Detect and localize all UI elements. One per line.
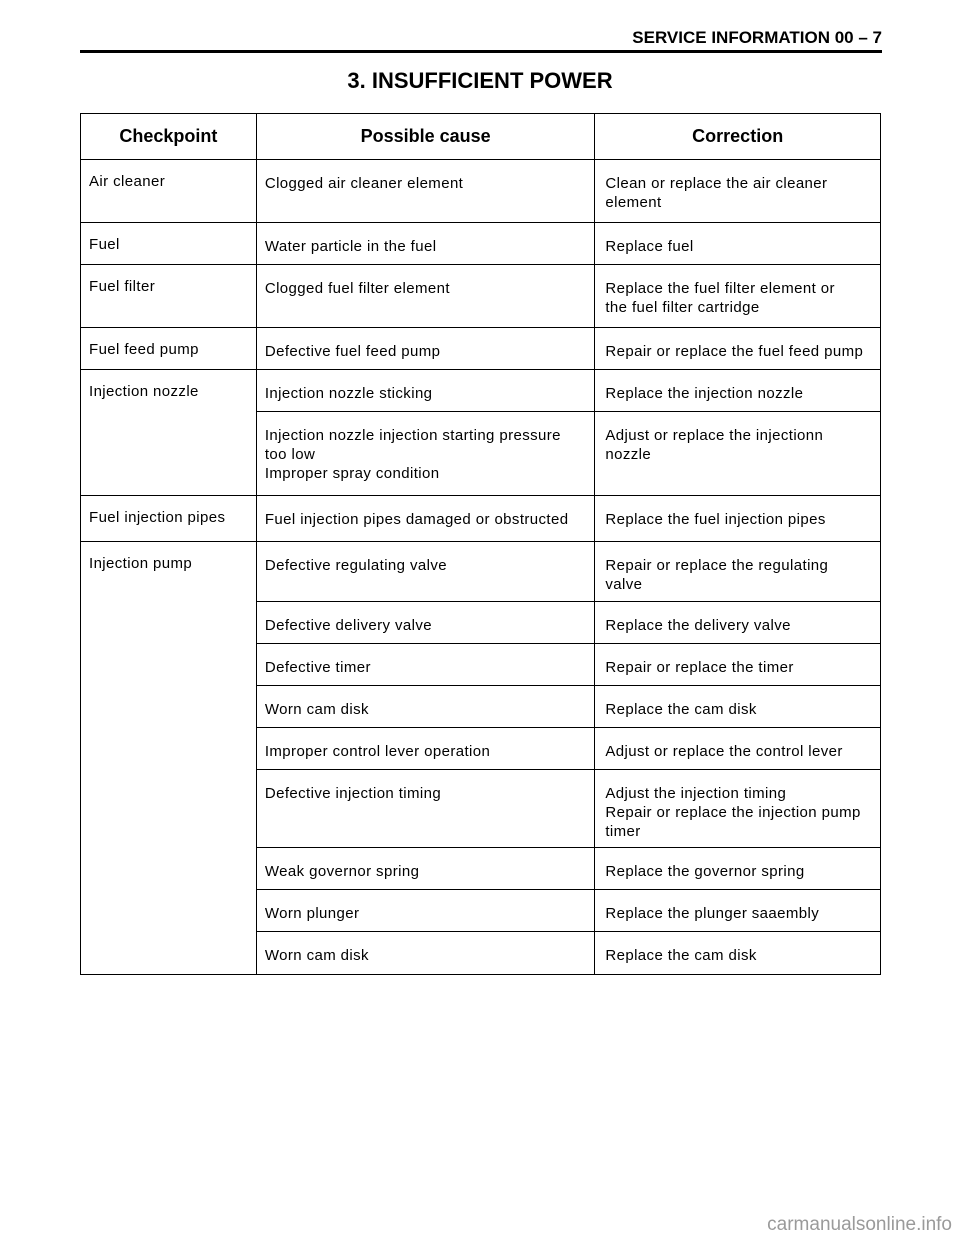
header-text: SERVICE INFORMATION 00 – 7 — [632, 28, 882, 47]
cell-line: too low — [264, 446, 316, 463]
checkpoint-cell — [81, 496, 257, 542]
possible-cause-cell — [256, 644, 595, 686]
table-row — [81, 370, 881, 412]
section-title: 3. INSUFFICIENT POWER — [347, 68, 613, 93]
correction-cell — [595, 223, 881, 265]
cell-line: the fuel filter cartridge — [605, 299, 760, 316]
checkpoint-cell — [81, 542, 257, 975]
correction-cell — [595, 644, 881, 686]
possible-cause-cell — [256, 328, 595, 370]
possible-cause-cell — [256, 890, 595, 932]
cell-line: Injection nozzle injection starting pressure — [264, 427, 561, 444]
cell-line: timer — [605, 823, 641, 840]
checkpoint-label: Fuel — [89, 236, 120, 253]
possible-cause-cell — [256, 728, 595, 770]
checkpoint-cell — [81, 223, 257, 265]
cell-line: Adjust the injection timing — [605, 785, 787, 802]
cell-line: Replace fuel — [605, 238, 694, 255]
column-header-possible-cause: Possible cause — [256, 114, 595, 160]
possible-cause-cell — [256, 412, 595, 496]
cell-line: Replace the plunger saaembly — [605, 905, 820, 922]
cell-line: Replace the injection nozzle — [605, 385, 804, 402]
checkpoint-cell — [81, 265, 257, 328]
correction-cell — [595, 728, 881, 770]
cell-line: Defective delivery valve — [264, 617, 433, 634]
possible-cause-cell — [256, 602, 595, 644]
cell-line: Replace the cam disk — [605, 701, 757, 718]
checkpoint-label: Fuel injection pipes — [89, 509, 226, 526]
column-header-checkpoint: Checkpoint — [81, 114, 257, 160]
cell-line: Improper control lever operation — [264, 743, 491, 760]
correction-cell — [595, 496, 881, 542]
possible-cause-cell — [256, 932, 595, 975]
cell-line: Weak governor spring — [264, 863, 420, 880]
possible-cause-cell — [256, 848, 595, 890]
cell-line: Replace the fuel injection pipes — [605, 511, 826, 528]
table-row — [81, 542, 881, 602]
checkpoint-label: Injection pump — [89, 555, 193, 572]
cell-line: Replace the governor spring — [605, 863, 805, 880]
cell-line: valve — [605, 576, 643, 593]
cell-line: Repair or replace the regulating — [605, 557, 829, 574]
table-row — [81, 265, 881, 328]
correction-cell — [595, 890, 881, 932]
correction-cell — [595, 160, 881, 223]
table-header-row — [81, 114, 881, 160]
cell-line: Replace the fuel filter element or — [605, 280, 835, 297]
cell-line: Worn plunger — [264, 905, 360, 922]
cell-line: Adjust or replace the injectionn — [605, 427, 824, 444]
possible-cause-cell — [256, 223, 595, 265]
checkpoint-cell — [81, 370, 257, 496]
correction-cell — [595, 328, 881, 370]
cell-line: Repair or replace the injection pump — [605, 804, 861, 821]
correction-cell — [595, 265, 881, 328]
checkpoint-label: Fuel feed pump — [89, 341, 199, 358]
possible-cause-cell — [256, 496, 595, 542]
cell-line: Replace the delivery valve — [605, 617, 791, 634]
correction-cell — [595, 848, 881, 890]
cell-line: Defective regulating valve — [264, 557, 448, 574]
cell-line: Injection nozzle sticking — [264, 385, 433, 402]
table-row — [81, 496, 881, 542]
correction-cell — [595, 932, 881, 975]
checkpoint-label: Injection nozzle — [89, 383, 199, 400]
cell-line: Repair or replace the timer — [605, 659, 794, 676]
cell-line: Clean or replace the air cleaner — [605, 175, 828, 192]
cell-line: Worn cam disk — [264, 701, 369, 718]
column-header-correction: Correction — [595, 114, 881, 160]
correction-cell — [595, 542, 881, 602]
correction-cell — [595, 370, 881, 412]
checkpoint-cell — [81, 160, 257, 223]
cell-line: Fuel injection pipes damaged or obstructed — [264, 511, 569, 528]
cell-line: Defective timer — [264, 659, 371, 676]
cell-line: element — [605, 194, 662, 211]
checkpoint-label: Air cleaner — [89, 173, 166, 190]
correction-cell — [595, 770, 881, 848]
troubleshooting-table — [80, 113, 881, 975]
cell-line: nozzle — [605, 446, 652, 463]
checkpoint-label: Fuel filter — [89, 278, 156, 295]
correction-cell — [595, 602, 881, 644]
cell-line: Improper spray condition — [264, 465, 440, 482]
table-row — [81, 223, 881, 265]
possible-cause-cell — [256, 686, 595, 728]
possible-cause-cell — [256, 160, 595, 223]
table-row — [81, 328, 881, 370]
cell-line: Clogged fuel filter element — [264, 280, 450, 297]
possible-cause-cell — [256, 770, 595, 848]
checkpoint-cell — [81, 328, 257, 370]
correction-cell — [595, 686, 881, 728]
possible-cause-cell — [256, 370, 595, 412]
possible-cause-cell — [256, 265, 595, 328]
cell-line: Defective injection timing — [264, 785, 442, 802]
cell-line: Repair or replace the fuel feed pump — [605, 343, 864, 360]
watermark: carmanualsonline.info — [767, 1214, 952, 1235]
table-body — [81, 160, 881, 975]
page-header — [80, 28, 882, 53]
cell-line: Replace the cam disk — [605, 947, 757, 964]
possible-cause-cell — [256, 542, 595, 602]
cell-line: Adjust or replace the control lever — [605, 743, 843, 760]
table-row — [81, 160, 881, 223]
cell-line: Defective fuel feed pump — [264, 343, 441, 360]
cell-line: Water particle in the fuel — [264, 238, 437, 255]
cell-line: Worn cam disk — [264, 947, 369, 964]
cell-line: Clogged air cleaner element — [264, 175, 464, 192]
correction-cell — [595, 412, 881, 496]
